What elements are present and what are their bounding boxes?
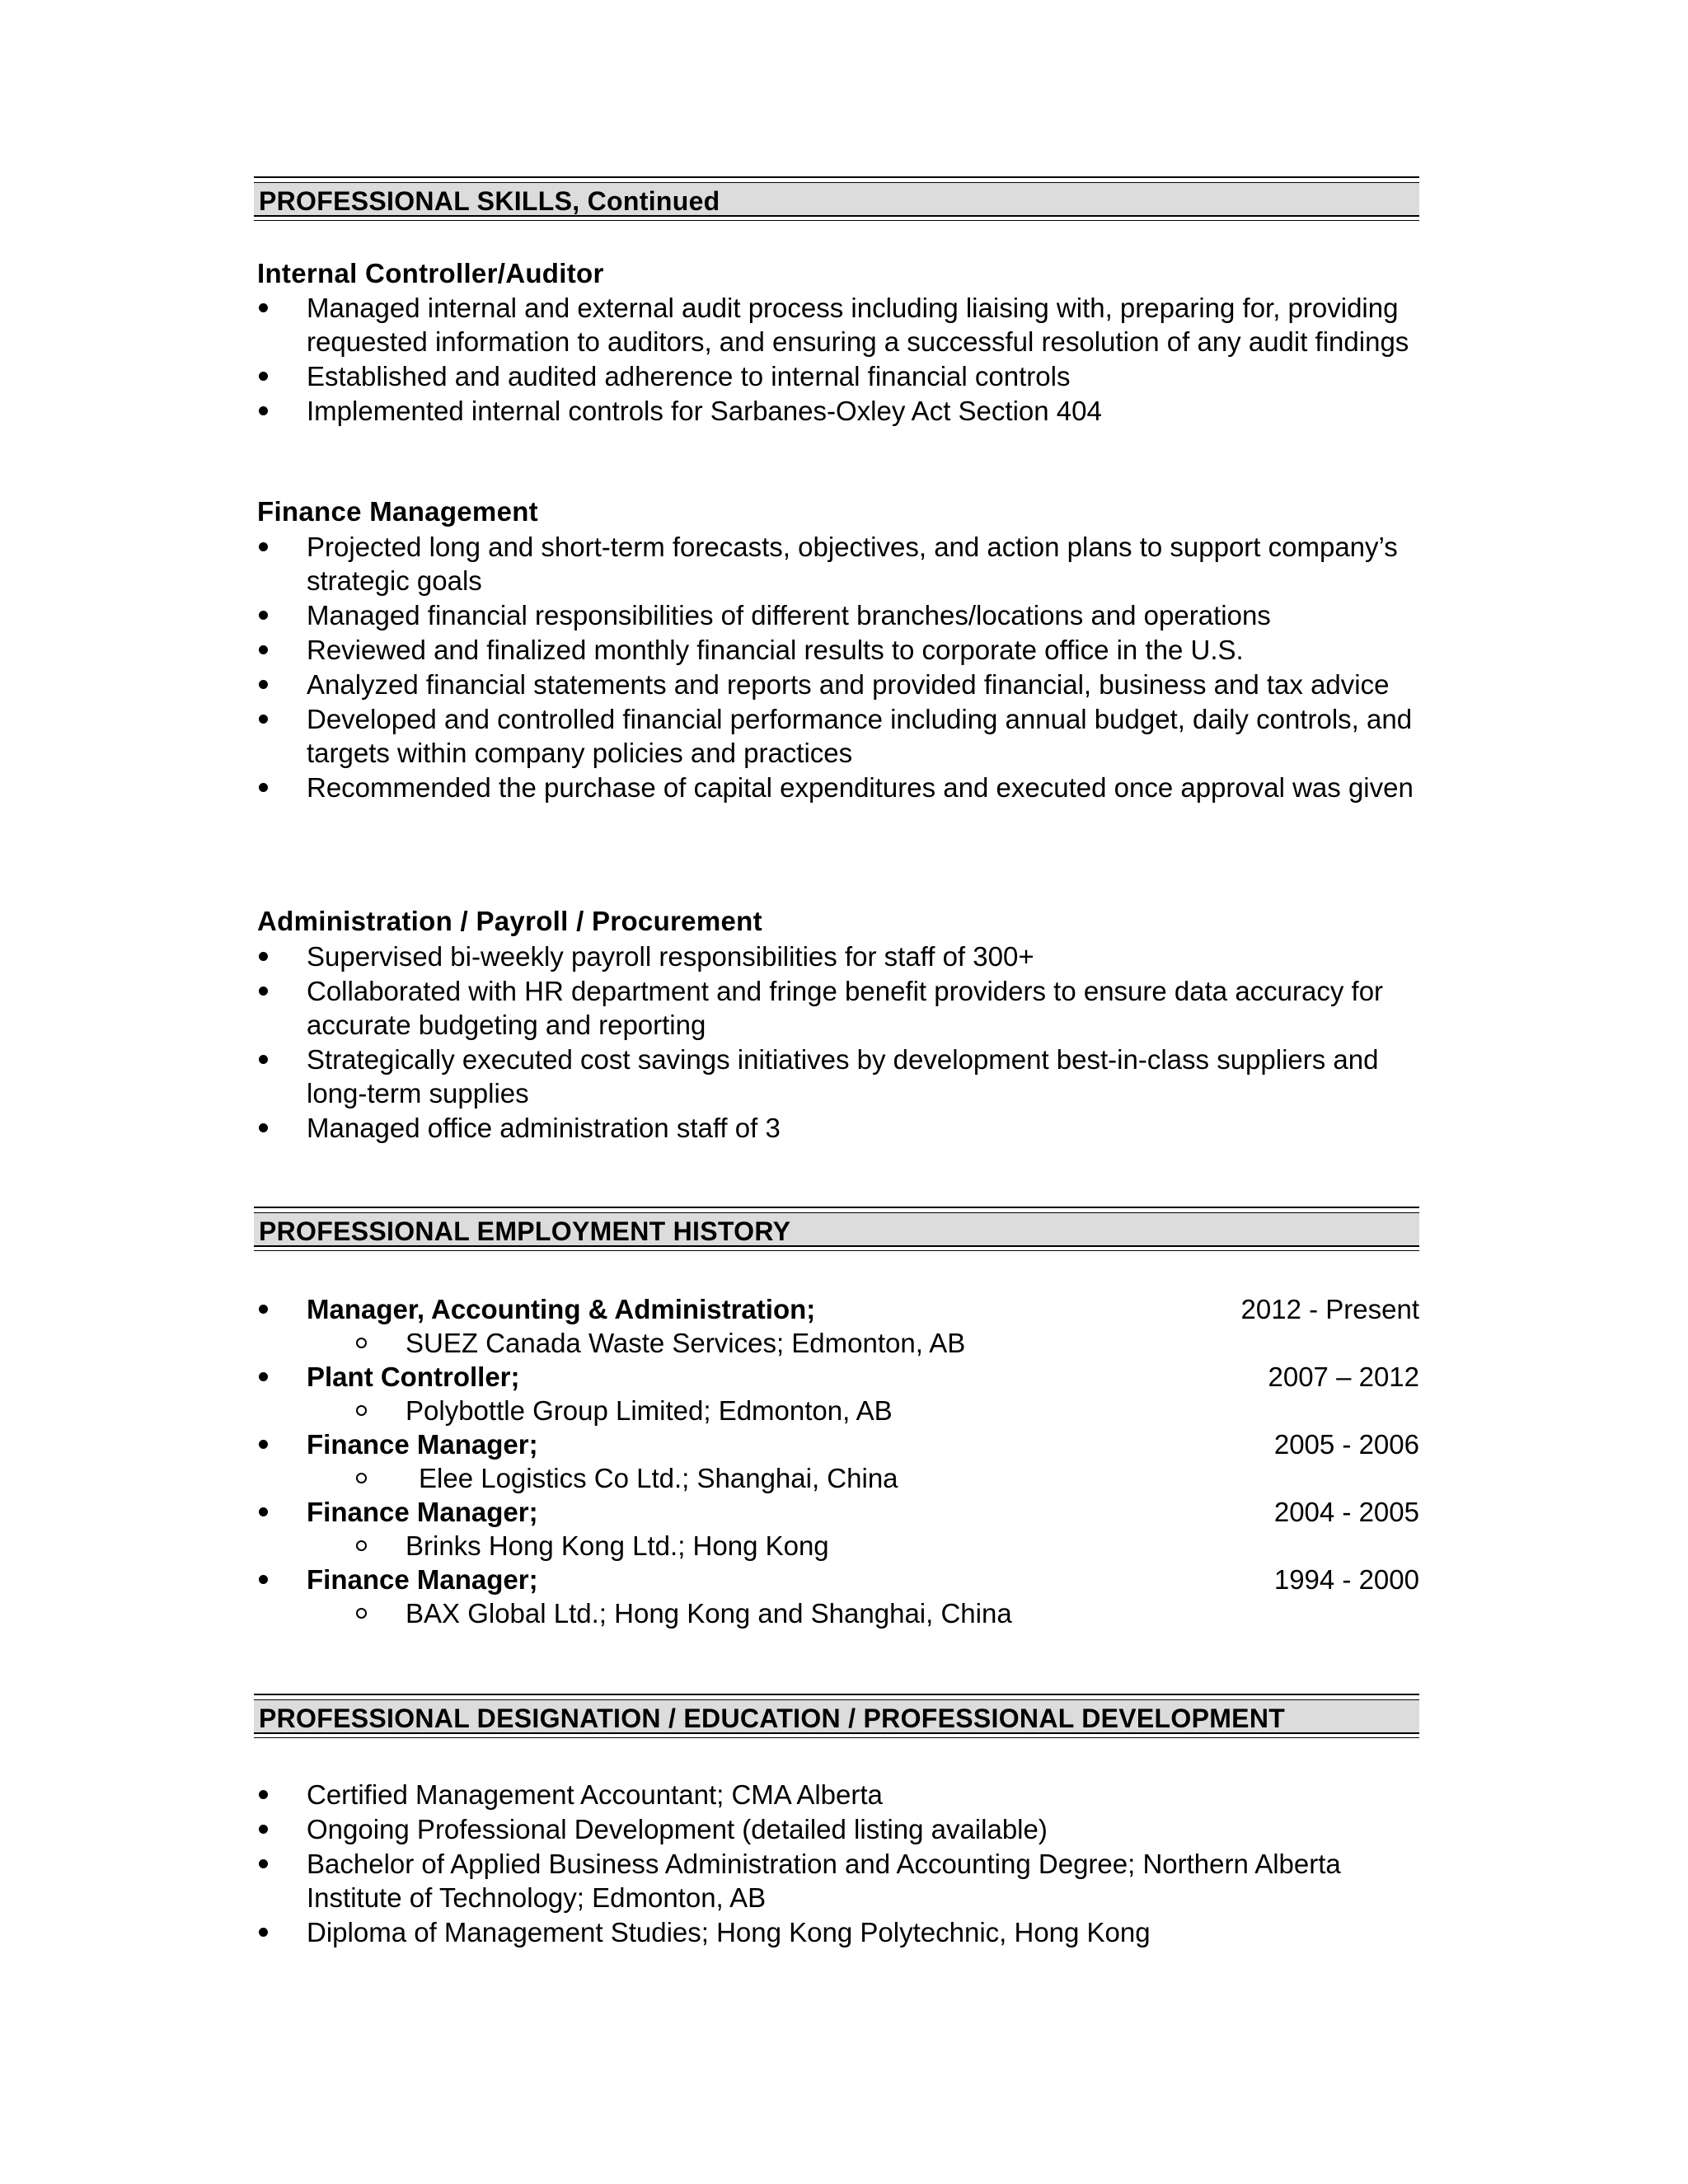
list-item: Supervised bi-weekly payroll responsibilities for staff of 300+ (254, 940, 1419, 973)
list-item: Managed financial responsibilities of different branches/locations and operations (254, 598, 1419, 632)
bullet-icon (259, 1440, 268, 1449)
bullet-list (254, 1778, 1419, 1950)
job-entry (254, 1427, 1419, 1495)
bullet-list (254, 940, 1419, 1146)
bullet-icon (259, 987, 268, 996)
job-title: Manager, Accounting & Administration; (307, 1294, 816, 1324)
list-item: Analyzed financial statements and reports and provided financial, business and tax advice (254, 668, 1419, 701)
list-item: Recommended the purchase of capital expenditures and executed once approval was given (254, 771, 1419, 804)
bullet-icon (259, 1055, 268, 1064)
bullet-icon (259, 1575, 268, 1584)
job-entry (254, 1360, 1419, 1427)
bullet-icon (259, 645, 268, 654)
list-item: Strategically executed cost savings initiatives by development best-in-class suppliers and long-term supplies (254, 1043, 1419, 1110)
job-company: Polybottle Group Limited; Edmonton, AB (406, 1395, 893, 1426)
bullet-list (254, 291, 1419, 429)
sub-bullet-icon (356, 1338, 367, 1348)
sub-bullet-icon (356, 1540, 367, 1551)
bullet-icon (259, 715, 268, 724)
job-years: 2007 – 2012 (1268, 1361, 1419, 1392)
list-item: Diploma of Management Studies; Hong Kong Polytechnic, Hong Kong (254, 1915, 1419, 1949)
job-title: Finance Manager; (307, 1429, 538, 1460)
job-entry (254, 1292, 1419, 1360)
section-title: PROFESSIONAL DESIGNATION / EDUCATION / PROFESSIONAL DEVELOPMENT (259, 1704, 1286, 1733)
bullet-icon (259, 1859, 268, 1868)
list-item: Reviewed and finalized monthly financial results to corporate office in the U.S. (254, 633, 1419, 667)
bullet-icon (259, 1507, 268, 1516)
list-item: Managed internal and external audit process including liaising with, preparing for, providing requested information to auditors, and ensuring a successful resolution of any audit findings (254, 291, 1419, 359)
bullet-icon (259, 1123, 268, 1132)
list-item: Collaborated with HR department and fringe benefit providers to ensure data accuracy for accurate budgeting and reporting (254, 974, 1419, 1042)
list-item: Established and audited adherence to internal financial controls (254, 359, 1419, 393)
job-years: 2012 - Present (1240, 1294, 1419, 1324)
job-title: Finance Manager; (307, 1564, 538, 1595)
list-item: Ongoing Professional Development (detailed listing available) (254, 1812, 1419, 1846)
list-item: Bachelor of Applied Business Administration and Accounting Degree; Northern Alberta Institute of Technology; Edmonton, AB (254, 1847, 1419, 1915)
job-title: Finance Manager; (307, 1497, 538, 1527)
bullet-icon (259, 1305, 268, 1314)
bullet-icon (259, 1372, 268, 1381)
bullet-list (254, 530, 1419, 805)
bullet-icon (259, 680, 268, 689)
job-entry (254, 1495, 1419, 1563)
list-item: Certified Management Accountant; CMA Alberta (254, 1778, 1419, 1811)
section-title: PROFESSIONAL SKILLS, Continued (259, 186, 720, 216)
bullet-icon (259, 303, 268, 312)
bullet-icon (259, 1790, 268, 1799)
bullet-icon (259, 611, 268, 620)
list-item: Projected long and short-term forecasts, objectives, and action plans to support company’s strategic goals (254, 530, 1419, 598)
section-header-employment (254, 1207, 1419, 1251)
job-company: Elee Logistics Co Ltd.; Shanghai, China (419, 1463, 898, 1493)
job-title: Plant Controller; (307, 1361, 520, 1392)
section-header-education (254, 1694, 1419, 1738)
job-entry (254, 1563, 1419, 1630)
job-company: SUEZ Canada Waste Services; Edmonton, AB (406, 1328, 966, 1358)
section-title: PROFESSIONAL EMPLOYMENT HISTORY (259, 1216, 791, 1246)
list-item: Managed office administration staff of 3 (254, 1111, 1419, 1145)
subsection-title: Internal Controller/Auditor (257, 258, 604, 288)
bullet-icon (259, 372, 268, 381)
sub-bullet-icon (356, 1405, 367, 1416)
job-years: 2005 - 2006 (1273, 1429, 1419, 1460)
job-years: 2004 - 2005 (1273, 1497, 1419, 1527)
sub-bullet-icon (356, 1608, 367, 1619)
sub-bullet-icon (356, 1473, 367, 1483)
bullet-icon (259, 952, 268, 961)
bullet-icon (259, 1825, 268, 1834)
bullet-icon (259, 542, 268, 551)
job-years: 1994 - 2000 (1273, 1564, 1419, 1595)
job-company: BAX Global Ltd.; Hong Kong and Shanghai, China (406, 1598, 1012, 1629)
list-item: Developed and controlled financial performance including annual budget, daily controls, and targets within company policies and practices (254, 702, 1419, 770)
bullet-icon (259, 406, 268, 415)
list-item: Implemented internal controls for Sarbanes-Oxley Act Section 404 (254, 394, 1419, 428)
job-company: Brinks Hong Kong Ltd.; Hong Kong (406, 1530, 829, 1561)
section-header-skills (254, 176, 1419, 221)
subsection-title: Finance Management (257, 496, 538, 527)
bullet-icon (259, 1928, 268, 1937)
bullet-icon (259, 783, 268, 792)
subsection-title: Administration / Payroll / Procurement (257, 906, 762, 936)
